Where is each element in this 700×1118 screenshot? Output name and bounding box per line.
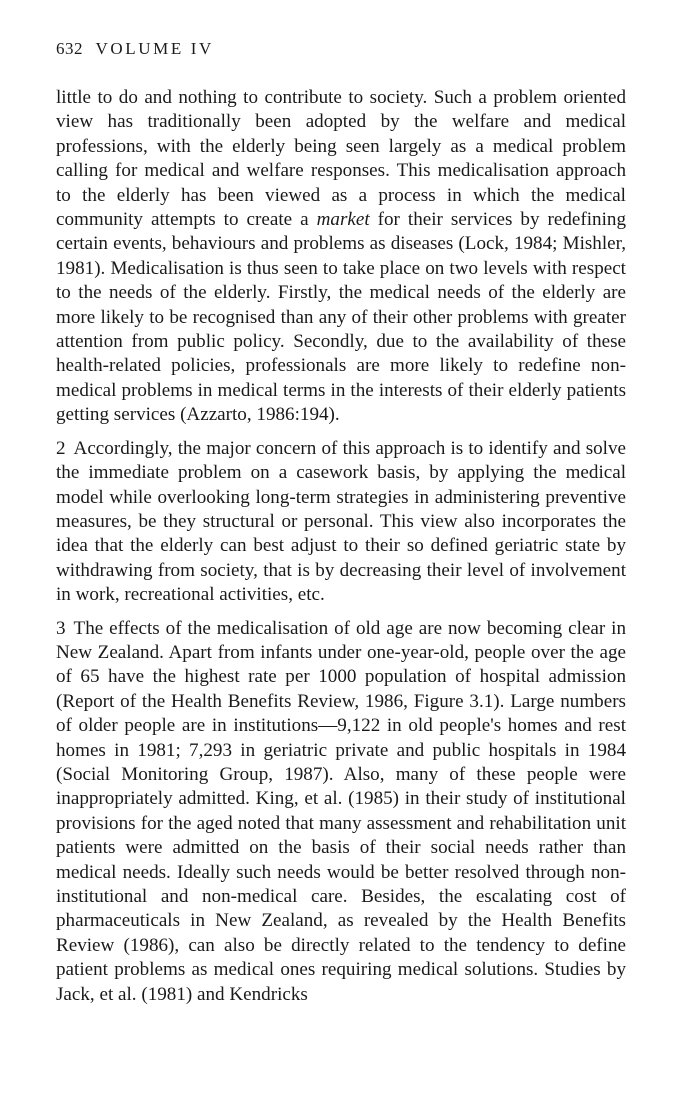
volume-label: VOLUME IV xyxy=(95,39,214,58)
paragraph-1-text-after: for their services by redefining certain events, behaviours and problems as diseases (Lock, 1984; Mishler, 1981). Medicalisation is thus seen to take place on two levels with respect to the needs of the elderly. Firstly, the medical needs of the elderly are more likely to be recognised than any of their other problems with greater attention from public policy. Secondly, due to the availability of these health-related policies, professionals are more likely to redefine non-medical problems in medical terms in the interests of their elderly patients getting services (Azzarto, 1986:194). xyxy=(56,209,626,426)
emphasis-market: market xyxy=(316,209,370,231)
paragraph-number: 3 xyxy=(56,617,66,639)
paragraph-3 xyxy=(56,617,626,1008)
paragraph-3-text: The effects of the medicalisation of old age are now becoming clear in New Zealand. Apart from infants under one-year-old, people over the age of 65 have the highest rate per 1000 population of hospital admission (Report of the Health Benefits Review, 1986, Figure 3.1). Large numbers of older people are in institutions—9,122 in old people's homes and rest homes in 1981; 7,293 in geriatric private and public hospitals in 1984 (Social Monitoring Group, 1987). Also, many of these people were inappropriately admitted. King, et al. (1985) in their study of institutional provisions for the aged noted that many assessment and rehabilitation unit patients were admitted on the basis of their social needs rather than medical needs. Ideally such needs would be better resolved through non-institutional and non-medical care. Besides, the escalating cost of pharmaceuticals in New Zealand, as revealed by the Health Benefits Review (1986), can also be directly related to the tendency to define patient problems as medical ones requiring medical solutions. Studies by Jack, et al. (1981) and Kendricks xyxy=(56,617,626,1005)
book-page xyxy=(56,38,626,1016)
running-head xyxy=(56,38,626,60)
paragraph-2-text: Accordingly, the major concern of this approach is to identify and solve the immediate problem on a casework basis, by applying the medical model while overlooking long-term strategies in administering preventive measures, be they structural or personal. This view also incorporates the idea that the elderly can best adjust to their so defined geriatric state by withdrawing from society, that is by decreasing their level of involvement in work, recreational activities, etc. xyxy=(56,437,626,606)
page-number: 632 xyxy=(56,39,83,58)
paragraph-2 xyxy=(56,437,626,608)
paragraph-1 xyxy=(56,86,626,428)
paragraph-number: 2 xyxy=(56,437,66,459)
paragraph-1-text-before: little to do and nothing to contribute to society. Such a problem oriented view has traditionally been adopted by the welfare and medical professions, with the elderly being seen largely as a medical problem calling for medical and welfare responses. This medicalisation approach to the elderly has been viewed as a process in which the medical community attempts to create a xyxy=(56,87,626,231)
